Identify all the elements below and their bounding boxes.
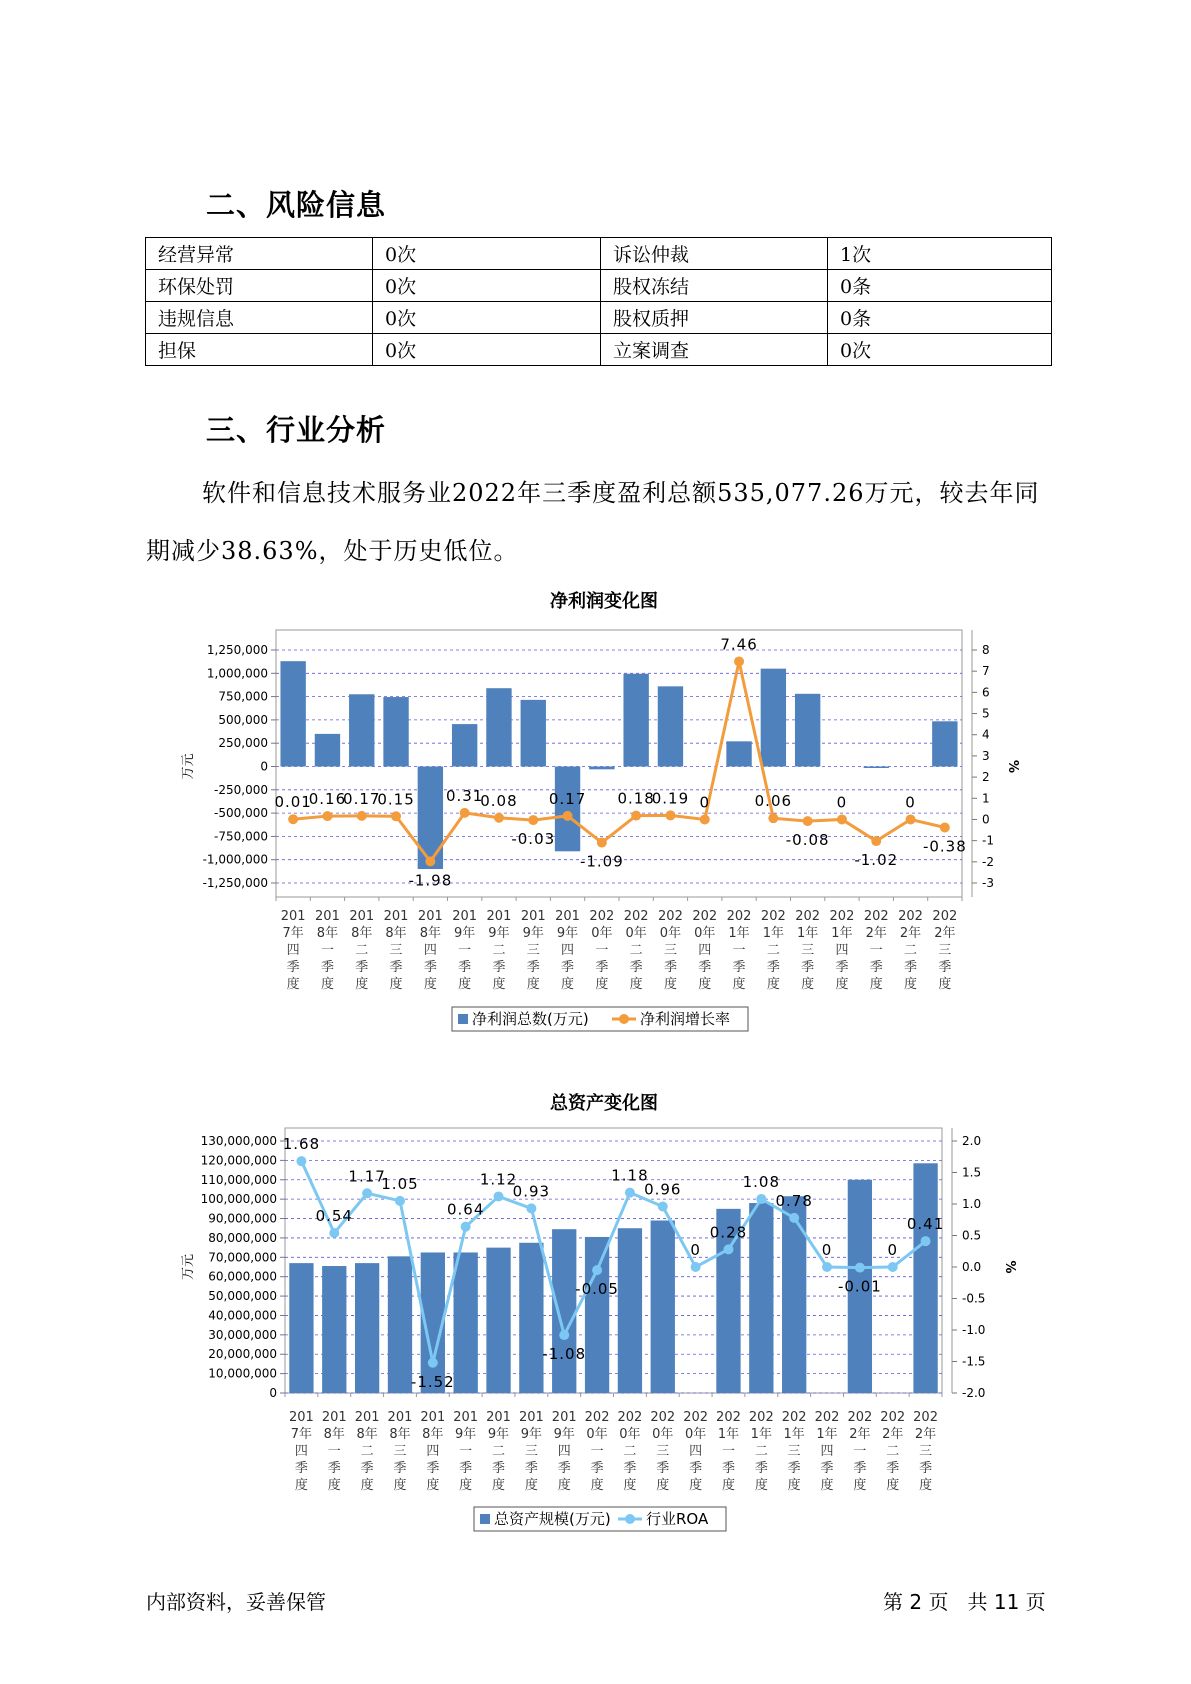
y2-tick-label: 3 <box>982 748 990 763</box>
y-axis-title: 万元 <box>181 1253 196 1281</box>
risk-info-table <box>145 237 1052 366</box>
data-label: 0.18 <box>617 789 655 808</box>
x-tick-label: 201 9年二季度 <box>486 909 512 992</box>
bar <box>552 1229 576 1393</box>
bar <box>383 697 408 766</box>
y-tick-label: 750,000 <box>218 689 268 704</box>
data-label: 0.08 <box>480 791 518 810</box>
line-point <box>425 856 435 866</box>
x-tick-label: 202 1年四季度 <box>814 1410 840 1493</box>
y-tick-label: 20,000,000 <box>208 1347 277 1362</box>
x-tick-label: 202 0年四季度 <box>683 1410 709 1493</box>
line-point <box>921 1236 931 1246</box>
y2-tick-label: 8 <box>982 643 990 657</box>
data-label: 0.78 <box>775 1191 813 1210</box>
line-point <box>391 811 401 821</box>
y-tick-label: 250,000 <box>218 736 268 751</box>
line-point <box>460 808 470 818</box>
line-point <box>288 814 298 824</box>
x-tick-label: 201 8年四季度 <box>417 909 443 992</box>
x-tick-label: 201 8年四季度 <box>420 1410 446 1493</box>
bar <box>761 669 786 767</box>
bar <box>795 694 820 767</box>
y-tick-label: 10,000,000 <box>208 1366 277 1381</box>
data-label: 0 <box>699 793 711 812</box>
y-tick-label: -250,000 <box>214 782 268 797</box>
line-point <box>296 1156 306 1166</box>
data-label: 0.16 <box>308 790 347 809</box>
data-label: 0 <box>821 1241 833 1259</box>
bar <box>418 767 443 870</box>
x-tick-label: 201 9年三季度 <box>518 1410 544 1493</box>
y-tick-label: 90,000,000 <box>208 1211 277 1226</box>
x-tick-label: 202 2年二季度 <box>880 1410 906 1493</box>
y-tick-label: 60,000,000 <box>208 1269 277 1284</box>
line-point <box>888 1262 898 1272</box>
x-tick-label: 202 2年一季度 <box>847 1410 873 1493</box>
x-tick-label: 202 0年三季度 <box>658 909 683 992</box>
bar <box>452 724 477 766</box>
x-tick-label: 202 1年一季度 <box>716 1410 741 1493</box>
line-point <box>658 1202 668 1212</box>
y2-tick-label: -2.0 <box>962 1386 986 1400</box>
x-tick-label: 201 8年三季度 <box>387 1410 413 1493</box>
data-label: 0 <box>690 1241 701 1259</box>
x-tick-label: 202 2年三季度 <box>913 1410 938 1493</box>
x-tick-label: 201 9年一季度 <box>453 1410 479 1493</box>
line-point <box>559 1330 569 1340</box>
data-label: 1.12 <box>479 1170 518 1189</box>
x-tick-label: 201 8年二季度 <box>349 909 375 992</box>
x-tick-label: 201 8年二季度 <box>354 1410 380 1493</box>
data-label: -0.08 <box>785 831 830 850</box>
data-label: 1.05 <box>381 1174 419 1193</box>
data-label: 0.41 <box>906 1215 945 1234</box>
bar <box>486 1248 510 1393</box>
y2-tick-label: -0.5 <box>962 1291 986 1306</box>
y2-tick-label: 2.0 <box>962 1134 982 1148</box>
chart-title: 总资产变化图 <box>550 1093 658 1114</box>
line-point <box>906 814 916 824</box>
line-point <box>526 1203 536 1213</box>
data-label: 1.68 <box>282 1135 321 1154</box>
data-label: -1.09 <box>579 852 624 871</box>
table-cell: 经营异常 <box>146 238 373 270</box>
y2-tick-label: 4 <box>982 727 990 742</box>
line-point <box>494 1191 504 1201</box>
data-label: 1.08 <box>742 1172 781 1191</box>
bar <box>932 721 957 766</box>
total-assets-chart-svg <box>0 1075 1191 1545</box>
footer-left: 内部资料，妥善保管 <box>146 1590 326 1614</box>
x-tick-label: 201 8年一季度 <box>321 1410 347 1493</box>
y-axis-title: 万元 <box>181 753 196 780</box>
data-label: 0 <box>905 793 916 812</box>
table-cell: 0次 <box>373 302 601 334</box>
x-tick-label: 201 7年四季度 <box>280 909 306 992</box>
x-tick-label: 201 9年三季度 <box>520 909 546 992</box>
data-label: 0.06 <box>754 792 793 811</box>
data-label: 0.93 <box>512 1182 551 1201</box>
x-tick-label: 201 8年三季度 <box>383 909 409 992</box>
line-point <box>691 1262 701 1272</box>
y-tick-label: 100,000,000 <box>200 1192 277 1207</box>
x-tick-label: 201 9年四季度 <box>551 1410 577 1493</box>
y-tick-label: 80,000,000 <box>208 1230 277 1245</box>
legend-label: 总资产规模(万元) <box>494 1510 611 1528</box>
paragraph-text: 软件和信息技术服务业2022年三季度盈利总额535,077.26万元，较去年同期减少38.63%，处于历史低位。 <box>146 479 1040 565</box>
bar <box>589 767 614 770</box>
section-3-heading: 三、行业分析 <box>206 413 387 447</box>
x-tick-label: 202 1年二季度 <box>760 909 786 992</box>
data-label: 0.15 <box>377 790 415 809</box>
line-point <box>734 656 744 666</box>
data-label: -1.52 <box>410 1372 455 1391</box>
bar <box>349 694 374 766</box>
table-cell: 环保处罚 <box>146 270 373 302</box>
x-tick-label: 202 0年一季度 <box>584 1410 610 1493</box>
data-label: 1.18 <box>611 1166 649 1185</box>
line-point <box>428 1358 438 1368</box>
y-tick-label: 70,000,000 <box>208 1250 277 1265</box>
x-tick-label: 202 1年三季度 <box>795 909 821 992</box>
bar <box>658 686 683 766</box>
y-tick-label: -750,000 <box>214 829 268 844</box>
line-point <box>768 813 778 823</box>
line-point <box>723 1244 733 1254</box>
y2-axis-title: % <box>1002 1260 1017 1274</box>
y2-tick-label: -1.0 <box>962 1323 986 1337</box>
y-tick-label: -1,250,000 <box>202 876 268 890</box>
y2-tick-label: 0.5 <box>962 1228 982 1243</box>
y-tick-label: 1,250,000 <box>206 643 268 657</box>
x-tick-label: 202 2年一季度 <box>863 909 889 992</box>
data-label: 0 <box>836 793 848 812</box>
bar <box>651 1220 675 1393</box>
y-tick-label: 50,000,000 <box>208 1289 277 1304</box>
x-tick-label: 202 2年二季度 <box>898 909 923 992</box>
table-row <box>146 334 1052 366</box>
y2-tick-label: 0.0 <box>962 1260 982 1274</box>
bar <box>726 741 751 766</box>
chart-title: 净利润变化图 <box>550 591 658 612</box>
line-point <box>756 1194 766 1204</box>
y-tick-label: 1,000,000 <box>206 666 268 681</box>
y2-tick-label: 1.0 <box>962 1197 982 1211</box>
y2-tick-label: -1 <box>982 833 994 848</box>
legend-marker <box>625 1514 635 1524</box>
bar <box>322 1266 346 1393</box>
y-tick-label: 500,000 <box>218 712 268 727</box>
data-label: 0.17 <box>343 789 381 808</box>
y2-tick-label: -3 <box>982 876 994 890</box>
line-point <box>528 815 538 825</box>
line-point <box>837 814 847 824</box>
line-point <box>592 1265 602 1275</box>
bar <box>555 767 580 852</box>
bar <box>486 688 511 766</box>
data-label: 0.31 <box>445 786 484 805</box>
line-point <box>803 816 813 826</box>
table-cell: 1次 <box>828 238 1052 270</box>
table-cell: 0次 <box>373 334 601 366</box>
table-cell: 0条 <box>828 270 1052 302</box>
bar <box>388 1256 412 1393</box>
table-row <box>146 302 1052 334</box>
net-profit-chart <box>0 575 1191 1035</box>
table-cell: 违规信息 <box>146 302 373 334</box>
section-2-heading: 二、风险信息 <box>206 188 387 222</box>
data-label: 0.19 <box>651 789 690 808</box>
table-cell: 0次 <box>373 270 601 302</box>
y-tick-label: 0 <box>269 1386 277 1400</box>
bar <box>355 1263 379 1393</box>
line-point <box>357 811 367 821</box>
y-tick-label: -500,000 <box>214 806 268 821</box>
legend-marker <box>619 1014 629 1024</box>
bar <box>289 1263 313 1393</box>
data-label: -0.05 <box>575 1280 619 1299</box>
bar <box>913 1163 937 1393</box>
y2-tick-label: 1 <box>982 791 990 806</box>
y2-tick-label: -2 <box>982 854 994 869</box>
table-row <box>146 238 1052 270</box>
x-tick-label: 202 1年四季度 <box>829 909 855 992</box>
x-tick-label: 202 1年二季度 <box>748 1410 774 1493</box>
table-row <box>146 270 1052 302</box>
line-point <box>625 1188 635 1198</box>
line-point <box>822 1262 832 1272</box>
data-label: 1.17 <box>348 1167 386 1186</box>
data-label: -0.03 <box>511 830 556 849</box>
legend-label: 净利润增长率 <box>640 1010 731 1028</box>
table-cell: 0条 <box>828 302 1052 334</box>
data-label: 0.96 <box>644 1180 682 1199</box>
x-tick-label: 202 1年一季度 <box>726 909 752 992</box>
data-label: -0.01 <box>837 1277 882 1296</box>
line-point <box>789 1213 799 1223</box>
footer-right: 第 2 页 共 11 页 <box>883 1590 1046 1614</box>
table-cell: 担保 <box>146 334 373 366</box>
data-label: 0.64 <box>446 1200 485 1219</box>
line-point <box>461 1222 471 1232</box>
data-label: -1.08 <box>542 1345 587 1364</box>
legend-swatch <box>480 1514 490 1524</box>
bar <box>749 1203 773 1393</box>
y2-tick-label: -1.5 <box>962 1354 986 1369</box>
y2-tick-label: 7 <box>982 664 990 679</box>
x-tick-label: 202 0年三季度 <box>650 1410 676 1493</box>
table-cell: 诉讼仲裁 <box>601 238 828 270</box>
industry-analysis-paragraph <box>146 464 1056 580</box>
x-tick-label: 201 9年一季度 <box>452 909 478 992</box>
bar <box>585 1237 609 1393</box>
bar <box>280 661 305 766</box>
x-tick-label: 202 2年三季度 <box>932 909 958 992</box>
line-point <box>563 811 573 821</box>
bar <box>519 1243 543 1393</box>
data-label: 0.28 <box>709 1223 748 1242</box>
line-point <box>362 1188 372 1198</box>
line-point <box>940 823 950 833</box>
line-point <box>597 838 607 848</box>
y2-tick-label: 0 <box>982 812 990 827</box>
net-profit-chart-svg <box>0 575 1191 1035</box>
x-tick-label: 201 9年四季度 <box>555 909 580 992</box>
line-point <box>329 1228 339 1238</box>
y2-tick-label: 5 <box>982 706 990 721</box>
x-tick-label: 202 0年二季度 <box>623 909 649 992</box>
bar <box>618 1228 642 1393</box>
line-point <box>871 836 881 846</box>
data-label: 0 <box>887 1241 898 1259</box>
table-cell: 立案调查 <box>601 334 828 366</box>
line-point <box>395 1196 405 1206</box>
x-tick-label: 201 9年二季度 <box>486 1410 511 1493</box>
y-tick-label: 130,000,000 <box>200 1134 277 1148</box>
table-cell: 0次 <box>828 334 1052 366</box>
bar <box>454 1252 478 1393</box>
table-cell: 股权质押 <box>601 302 828 334</box>
y-tick-label: -1,000,000 <box>202 852 268 867</box>
data-label: 7.46 <box>720 635 758 654</box>
bar <box>521 700 546 767</box>
bar <box>864 767 889 769</box>
x-tick-label: 202 0年一季度 <box>589 909 615 992</box>
y-tick-label: 40,000,000 <box>208 1308 277 1323</box>
line-point <box>322 811 332 821</box>
y-tick-label: 110,000,000 <box>200 1172 277 1187</box>
data-label: -1.02 <box>854 851 899 870</box>
x-tick-label: 201 7年四季度 <box>289 1410 314 1493</box>
table-cell: 股权冻结 <box>601 270 828 302</box>
data-label: -0.38 <box>922 837 967 856</box>
total-assets-chart <box>0 1075 1191 1545</box>
table-cell: 0次 <box>373 238 601 270</box>
x-tick-label: 202 0年二季度 <box>617 1410 643 1493</box>
legend-swatch <box>458 1014 468 1024</box>
y2-tick-label: 1.5 <box>962 1165 982 1180</box>
legend-label: 净利润总数(万元) <box>472 1010 589 1028</box>
y-tick-label: 0 <box>260 759 268 774</box>
x-tick-label: 202 1年三季度 <box>781 1410 807 1493</box>
x-tick-label: 201 8年一季度 <box>315 909 340 992</box>
bar <box>315 734 340 767</box>
y-tick-label: 30,000,000 <box>208 1327 277 1342</box>
line-point <box>855 1263 865 1273</box>
line-point <box>631 811 641 821</box>
y2-axis-title: % <box>1005 759 1020 774</box>
data-label: 0.54 <box>315 1206 353 1225</box>
bar <box>623 674 648 767</box>
line-point <box>665 810 675 820</box>
line-point <box>700 814 710 824</box>
bar <box>782 1196 806 1393</box>
y2-tick-label: 6 <box>982 685 990 700</box>
y2-tick-label: 2 <box>982 770 990 785</box>
data-label: 0.01 <box>274 793 312 812</box>
data-label: 0.17 <box>548 789 587 808</box>
data-label: -1.98 <box>408 871 453 890</box>
legend-label: 行业ROA <box>646 1510 709 1528</box>
y-tick-label: 120,000,000 <box>200 1153 277 1168</box>
x-tick-label: 202 0年四季度 <box>692 909 718 992</box>
line-point <box>494 813 504 823</box>
